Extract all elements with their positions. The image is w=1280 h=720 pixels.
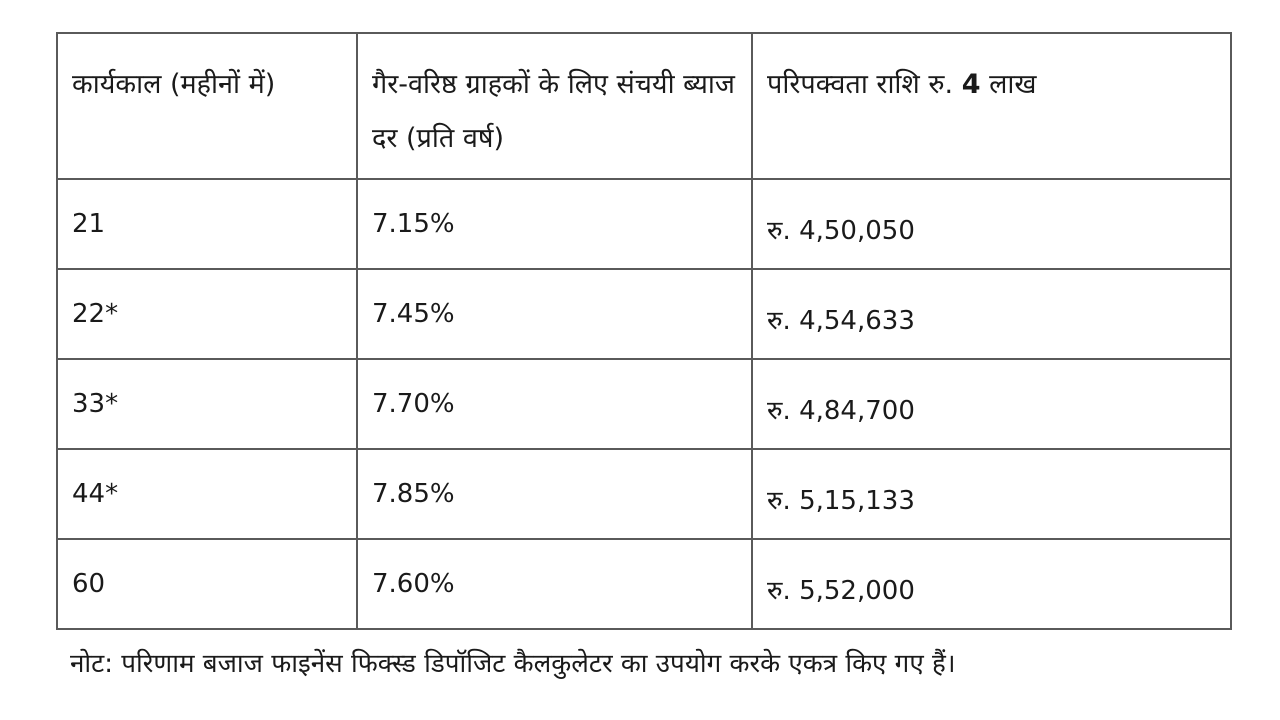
table-row: [57, 359, 1231, 449]
header-tenure: कार्यकाल (महीनों में): [57, 33, 357, 179]
cell-amount: रु. 5,52,000: [752, 539, 1231, 629]
cell-amount: रु. 5,15,133: [752, 449, 1231, 539]
cell-tenure: 60: [57, 539, 357, 629]
header-maturity-suffix: लाख: [989, 69, 1037, 100]
cell-amount: रु. 4,84,700: [752, 359, 1231, 449]
header-maturity-value: 4: [961, 69, 981, 100]
cell-tenure: 44*: [57, 449, 357, 539]
table-row: [57, 269, 1231, 359]
cell-tenure: 21: [57, 179, 357, 269]
fd-rate-table: [56, 32, 1232, 630]
cell-rate: 7.45%: [357, 269, 752, 359]
header-maturity-prefix: परिपक्वता राशि रु.: [767, 69, 954, 100]
table-row: [57, 539, 1231, 629]
cell-amount: रु. 4,54,633: [752, 269, 1231, 359]
cell-rate: 7.85%: [357, 449, 752, 539]
table-row: [57, 179, 1231, 269]
footnote: नोट: परिणाम बजाज फाइनेंस फिक्स्ड डिपॉजिट कैलकुलेटर का उपयोग करके एकत्र किए गए हैं।: [70, 649, 956, 679]
cell-rate: 7.60%: [357, 539, 752, 629]
cell-tenure: 22*: [57, 269, 357, 359]
table-header-row: [57, 33, 1231, 179]
cell-rate: 7.70%: [357, 359, 752, 449]
cell-rate: 7.15%: [357, 179, 752, 269]
header-interest-rate: गैर-वरिष्ठ ग्राहकों के लिए संचयी ब्याज दर (प्रति वर्ष): [357, 33, 752, 179]
cell-tenure: 33*: [57, 359, 357, 449]
cell-amount: रु. 4,50,050: [752, 179, 1231, 269]
header-maturity-amount: [752, 33, 1231, 179]
table-row: [57, 449, 1231, 539]
